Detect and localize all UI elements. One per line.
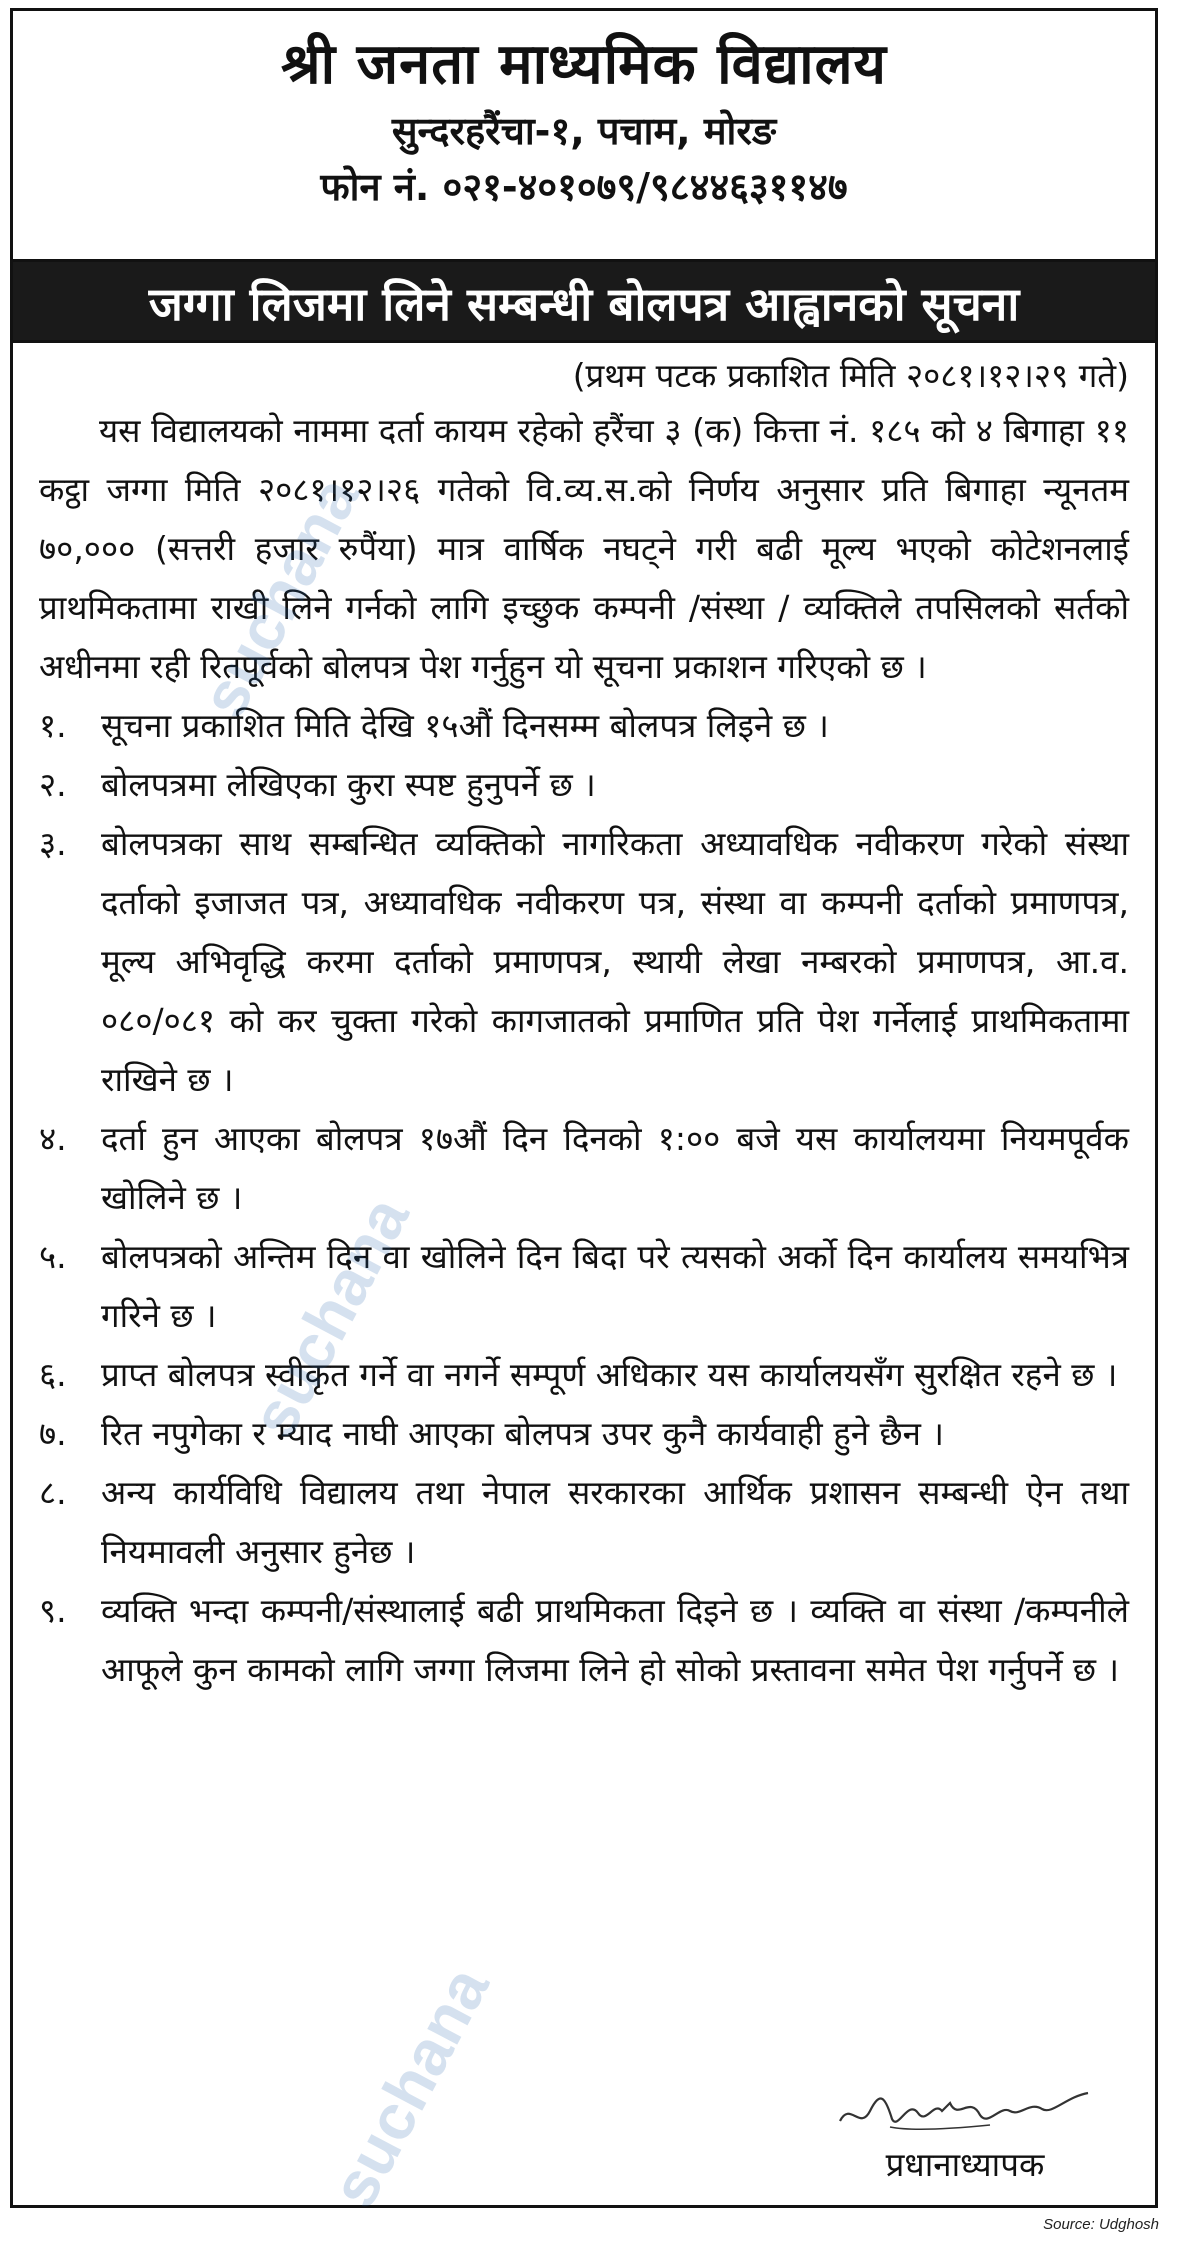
source-credit: Source: Udghosh [1043, 2216, 1159, 2233]
condition-number: १. [39, 706, 67, 745]
condition-number: ८. [39, 1473, 67, 1512]
notice-header [13, 11, 1155, 211]
condition-text: दर्ता हुन आएका बोलपत्र १७औं दिन दिनको १:०० बजे यस कार्यालयमा नियमपूर्वक खोलिने छ । [101, 1119, 1129, 1217]
condition-item [39, 1109, 1129, 1227]
condition-item [39, 696, 1129, 755]
school-name: श्री जनता माध्यमिक विद्यालय [280, 32, 888, 97]
condition-text: अन्य कार्यविधि विद्यालय तथा नेपाल सरकारका आर्थिक प्रशासन सम्बन्धी ऐन तथा नियमावली अनुसार हुनेछ । [101, 1473, 1129, 1571]
condition-item [39, 814, 1129, 1109]
school-phone: फोन नं. ०२१-४०१०७९/९८४४६३११४७ [320, 164, 848, 209]
signatory-title: प्रधानाध्यापक [885, 2145, 1045, 2184]
condition-text: बोलपत्रका साथ सम्बन्धित व्यक्तिको नागरिकता अध्यावधिक नवीकरण गरेको संस्था दर्ताको इजाजत पत्र, अध्यावधिक नवीकरण पत्र, संस्था वा कम्पनी दर्ताको प्रमाणपत्र, मूल्य अभिवृद्धि करमा दर्ताको प्रमाणपत्र, स्थायी लेखा नम्बरको प्रमाणपत्र, आ.व. ०८०/०८१ को कर चुक्ता गरेको कागजातको प्रमाणित प्रति पेश गर्नेलाई प्राथमिकतामा राखिने छ । [101, 824, 1129, 1099]
condition-text: सूचना प्रकाशित मिति देखि १५औं दिनसम्म बोलपत्र लिइने छ । [101, 706, 829, 745]
condition-item [39, 1404, 1129, 1463]
condition-number: ६. [39, 1355, 67, 1394]
school-address: सुन्दरहरैंचा-१, पचाम, मोरङ [391, 109, 777, 154]
condition-text: बोलपत्रमा लेखिएका कुरा स्पष्ट हुनुपर्ने छ । [101, 765, 596, 804]
condition-number: २. [39, 765, 67, 804]
intro-paragraph: यस विद्यालयको नाममा दर्ता कायम रहेको हरैंचा ३ (क) कित्ता नं. १८५ को ४ बिगाहा ११ कट्ठा जग्गा मिति २०८१।१२।२६ गतेको वि.व्य.स.को निर्णय अनुसार प्रति बिगाहा न्यूनतम ७०,००० (सत्तरी हजार रुपैंया) मात्र वार्षिक नघट्ने गरी बढी मूल्य भएको कोटेशनलाई प्राथमिकतामा राखी लिने गर्नको लागि इच्छुक कम्पनी /संस्था / व्यक्तिले तपसिलको सर्तको अधीनमा रही रितपूर्वको बोलपत्र पेश गर्नुहुन यो सूचना प्रकाशन गरिएको छ । [39, 411, 1129, 686]
signature-block [825, 2081, 1105, 2187]
condition-item [39, 1345, 1129, 1404]
condition-text: प्राप्त बोलपत्र स्वीकृत गर्ने वा नगर्ने सम्पूर्ण अधिकार यस कार्यालयसँग सुरक्षित रहने छ । [101, 1355, 1118, 1394]
condition-number: ५. [39, 1237, 67, 1276]
condition-item [39, 1227, 1129, 1345]
publication-date-line: (प्रथम पटक प्रकाशित मिति २०८१।१२।२९ गते) [572, 356, 1129, 395]
notice-body [39, 351, 1129, 1699]
condition-item [39, 1581, 1129, 1699]
notice-title: जग्गा लिजमा लिने सम्बन्धी बोलपत्र आह्वानको सूचना [13, 259, 1155, 343]
condition-number: ४. [39, 1119, 67, 1158]
condition-item [39, 1463, 1129, 1581]
condition-item [39, 755, 1129, 814]
condition-text: रित नपुगेका र म्याद नाघी आएका बोलपत्र उपर कुनै कार्यवाही हुने छैन । [101, 1414, 944, 1453]
condition-text: व्यक्ति भन्दा कम्पनी/संस्थालाई बढी प्राथमिकता दिइने छ । व्यक्ति वा संस्था /कम्पनीले आफूले कुन कामको लागि जग्गा लिजमा लिने हो सोको प्रस्तावना समेत पेश गर्नुपर्ने छ । [101, 1591, 1129, 1689]
condition-number: ९. [39, 1591, 67, 1630]
condition-number: ३. [39, 824, 67, 863]
notice-document [10, 8, 1158, 2208]
condition-text: बोलपत्रको अन्तिम दिन वा खोलिने दिन बिदा परे त्यसको अर्को दिन कार्यालय समयभित्र गरिने छ । [101, 1237, 1129, 1335]
signature-image [825, 2081, 1105, 2141]
conditions-list [39, 696, 1129, 1699]
handwritten-signature [830, 2081, 1100, 2141]
condition-number: ७. [39, 1414, 67, 1453]
